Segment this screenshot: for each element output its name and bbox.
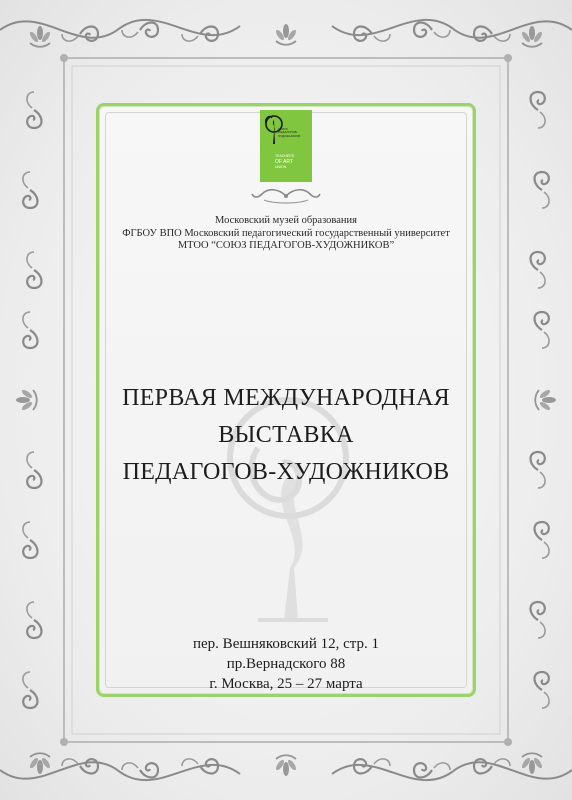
logo-en-line: UNION bbox=[275, 165, 287, 169]
address-line: пер. Вешняковский 12, стр. 1 bbox=[193, 636, 379, 652]
divider-ornament bbox=[250, 186, 322, 206]
title-line: ПЕДАГОГОВ-ХУДОЖНИКОВ bbox=[122, 459, 450, 485]
logo-en-line: OF ART bbox=[275, 159, 293, 165]
address-block bbox=[96, 634, 476, 694]
organizer-line: Московский музей образования bbox=[215, 215, 357, 226]
organizer-line: ФГБОУ ВПО Московский педагогический государственный университет bbox=[122, 227, 450, 239]
title-line: ВЫСТАВКА bbox=[218, 422, 354, 448]
address-line: пр.Вернадского 88 bbox=[226, 656, 346, 672]
exhibition-title bbox=[96, 380, 476, 491]
logo-ru-line: ХУДОЖНИКОВ bbox=[278, 133, 301, 138]
tree-icon bbox=[260, 110, 312, 182]
union-logo bbox=[260, 110, 312, 182]
title-line: ПЕРВАЯ МЕЖДУНАРОДНАЯ bbox=[122, 385, 450, 411]
organizer-line: МТОО “СОЮЗ ПЕДАГОГОВ-ХУДОЖНИКОВ” bbox=[177, 240, 395, 252]
logo-en-line: TEACHERS bbox=[275, 154, 295, 158]
address-dates-line: г. Москва, 25 – 27 марта bbox=[209, 676, 363, 692]
logo-ru-line: ПЕДАГОГОВ- bbox=[278, 130, 298, 135]
organizers-block bbox=[96, 215, 476, 253]
logo-ru-line: СОЮЗ bbox=[278, 127, 288, 131]
